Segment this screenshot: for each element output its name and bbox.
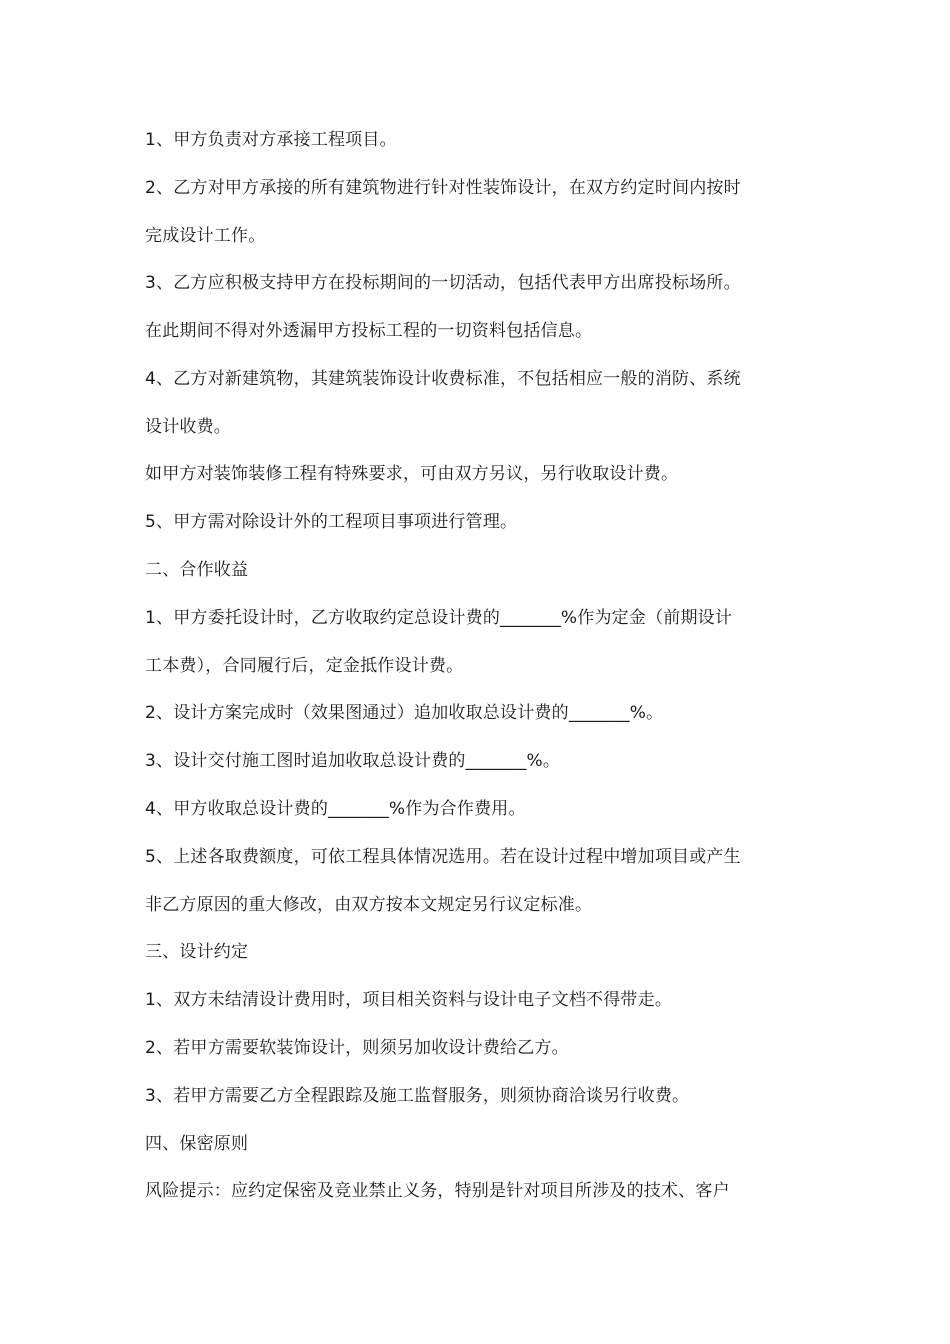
clause-line: 2、若甲方需要软装饰设计，则须另加收设计费给乙方。	[145, 1038, 569, 1058]
clause-line: 5、上述各取费额度，可依工程具体情况选用。若在设计过程中增加项目或产生	[145, 847, 741, 867]
clause-line: 1、双方未结清设计费用时，项目相关资料与设计电子文档不得带走。	[145, 990, 673, 1010]
clause-line: 工本费），合同履行后，定金抵作设计费。	[145, 656, 464, 676]
clause-line: 如甲方对装饰装修工程有特殊要求，可由双方另议，另行收取设计费。	[145, 464, 679, 484]
clause-line: 4、乙方对新建筑物，其建筑装饰设计收费标准，不包括相应一般的消防、系统	[145, 369, 741, 389]
section-heading: 二、合作收益	[145, 560, 249, 580]
clause-line: 2、乙方对甲方承接的所有建筑物进行针对性装饰设计，在双方约定时间内按时	[145, 178, 741, 198]
clause-line: 非乙方原因的重大修改，由双方按本文规定另行议定标准。	[145, 895, 593, 915]
clause-line: 3、若甲方需要乙方全程跟踪及施工监督服务，则须协商洽谈另行收费。	[145, 1086, 690, 1106]
clause-line: 5、甲方需对除设计外的工程项目事项进行管理。	[145, 512, 518, 532]
clause-line: 设计收费。	[145, 417, 231, 437]
clause-line: 3、乙方应积极支持甲方在投标期间的一切活动，包括代表甲方出席投标场所。	[145, 273, 741, 293]
section-heading: 三、设计约定	[145, 942, 249, 962]
clause-line: 风险提示：应约定保密及竞业禁止义务，特别是针对项目所涉及的技术、客户	[145, 1181, 730, 1201]
clause-line: 2、设计方案完成时（效果图通过）追加收取总设计费的_______%。	[145, 703, 664, 723]
clause-line: 1、甲方负责对方承接工程项目。	[145, 130, 397, 150]
clause-line: 完成设计工作。	[145, 226, 266, 246]
section-heading: 四、保密原则	[145, 1134, 249, 1154]
clause-line: 在此期间不得对外透漏甲方投标工程的一切资料包括信息。	[145, 321, 593, 341]
clause-line: 3、设计交付施工图时追加收取总设计费的_______%。	[145, 751, 561, 771]
clause-line: 4、甲方收取总设计费的_______%作为合作费用。	[145, 799, 526, 819]
clause-line: 1、甲方委托设计时，乙方收取约定总设计费的_______%作为定金（前期设计	[145, 608, 733, 628]
